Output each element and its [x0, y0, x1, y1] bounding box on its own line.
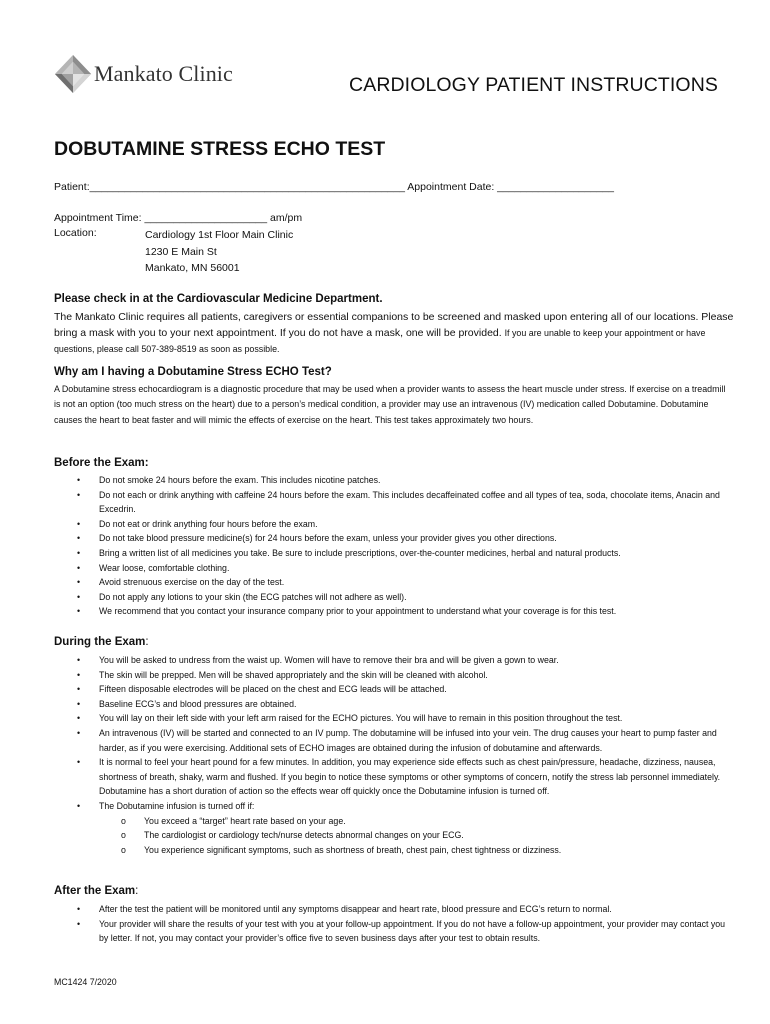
bullet-dot-icon: •	[77, 698, 81, 709]
patient-appointment-date-line: Patient:______________________________________________________ Appointment Date: ____________________	[54, 181, 614, 193]
why-paragraph: A Dobutamine stress echocardiogram is a diagnostic procedure that may be used when a provider wants to assess the heart muscle under stress. If exercise on a treadmill is not an option (too much stress on the heart) due to a person’s medical condition, a provider may use an intravenous (IV) medication called Dobutamine. Dobutamine causes the heart to beat faster and will mimic the effects of exercise on the heart. This test takes approximately two hours.	[54, 384, 726, 425]
hollow-circle-icon: o	[121, 844, 126, 855]
after-exam-list	[54, 902, 734, 946]
during-exam-heading	[54, 636, 149, 648]
during-exam-list	[54, 653, 734, 857]
document-title: DOBUTAMINE STRESS ECHO TEST	[54, 138, 386, 160]
location-label: Location:	[54, 227, 97, 239]
list-item	[54, 531, 734, 546]
page-header-title: CARDIOLOGY PATIENT INSTRUCTIONS	[349, 74, 718, 96]
list-item-text: Do not smoke 24 hours before the exam. This includes nicotine patches.	[99, 475, 381, 485]
bullet-dot-icon: •	[77, 562, 81, 573]
location-line: Cardiology 1st Floor Main Clinic	[145, 229, 294, 241]
list-item	[54, 917, 734, 946]
list-item-text: An intravenous (IV) will be started and connected to an IV pump. The dobutamine will be infused into your vein. The drug causes your heart to pump faster and harder, as if you were exercising. Additional sets of ECHO images are obtained during the infusion of dobutamine and afterwards.	[99, 727, 717, 753]
list-item	[54, 590, 734, 605]
list-item-text: You will lay on their left side with your left arm raised for the ECHO pictures. You will have to remain in this position throughout the test.	[99, 713, 623, 724]
checkin-paragraph	[54, 309, 734, 357]
list-item-text: Baseline ECG’s and blood pressures are obtained.	[99, 698, 297, 709]
list-item	[54, 755, 734, 799]
list-item	[54, 473, 734, 488]
list-item-text: The skin will be prepped. Men will be shaved appropriately and the skin will be cleaned with alcohol.	[99, 669, 488, 680]
bullet-dot-icon: •	[77, 606, 81, 617]
list-item-text: Do not take blood pressure medicine(s) for 24 hours before the exam, unless your provider gives you other directions.	[99, 533, 557, 544]
list-item-text: Bring a written list of all medicines you take. Be sure to include prescriptions, over-the-counter medicines, herbal and natural products.	[99, 547, 621, 558]
list-item-text: The Dobutamine infusion is turned off if:	[99, 800, 255, 811]
list-item-text: After the test the patient will be monitored until any symptoms disappear and heart rate, blood pressure and ECG’s return to normal.	[99, 904, 612, 914]
hollow-circle-icon: o	[121, 830, 126, 841]
bullet-dot-icon: •	[77, 713, 81, 724]
location-line: 1230 E Main St	[145, 245, 217, 258]
list-item-text: Do not eat or drink anything four hours before the exam.	[99, 518, 318, 529]
bullet-dot-icon: •	[77, 655, 81, 665]
list-item	[54, 488, 734, 517]
mankato-clinic-logo	[54, 54, 233, 94]
sub-list-item-text: The cardiologist or cardiology tech/nurse detects abnormal changes on your ECG.	[144, 830, 464, 841]
after-heading-colon: :	[135, 885, 139, 897]
location-address	[145, 227, 293, 277]
bullet-dot-icon: •	[77, 475, 81, 485]
checkin-heading: Please check in at the Cardiovascular Medicine Department.	[54, 293, 383, 305]
appointment-time-line: Appointment Time: _____________________ am/pm	[54, 212, 303, 224]
bullet-dot-icon: •	[77, 727, 81, 738]
list-item-text: Do not apply any lotions to your skin (the ECG patches will not adhere as well).	[99, 591, 407, 602]
list-item	[54, 653, 734, 668]
bullet-dot-icon: •	[77, 918, 81, 929]
list-item-text: You will be asked to undress from the waist up. Women will have to remove their bra and will be given a gown to wear.	[99, 655, 559, 665]
list-item-text: Wear loose, comfortable clothing.	[99, 562, 230, 573]
infusion-stop-conditions-list	[99, 814, 734, 858]
before-exam-heading: Before the Exam:	[54, 457, 149, 469]
bullet-dot-icon: •	[77, 591, 81, 602]
sub-list-item-text: You exceed a “target” heart rate based on your age.	[144, 815, 346, 826]
list-item	[54, 517, 734, 532]
bullet-dot-icon: •	[77, 547, 81, 558]
checkin-body: The Mankato Clinic requires all patients, caregivers or essential companions to be screened and masked upon entering all of our locations. Please bring a mask with you to your next appointment. If you do not have a mask, one will be provided.	[54, 311, 734, 339]
bullet-dot-icon: •	[77, 684, 81, 695]
bullet-dot-icon: •	[77, 800, 81, 811]
list-item	[54, 726, 734, 755]
location-line: Mankato, MN 56001	[145, 262, 240, 274]
form-code: MC1424 7/2020	[54, 977, 117, 987]
list-item	[54, 682, 734, 697]
after-heading-text: After the Exam	[54, 885, 136, 897]
list-item-text: We recommend that you contact your insurance company prior to your appointment to understand what your coverage is for this test.	[99, 606, 617, 617]
list-item	[54, 697, 734, 712]
bullet-dot-icon: •	[77, 518, 81, 529]
sub-list-item	[99, 843, 734, 858]
logo-text: Mankato Clinic	[94, 61, 233, 86]
bullet-dot-icon: •	[77, 577, 81, 588]
bullet-dot-icon: •	[77, 489, 81, 500]
list-item-text: Avoid strenuous exercise on the day of the test.	[99, 577, 285, 588]
during-heading-text: During the Exam	[54, 636, 146, 648]
list-item	[54, 575, 734, 590]
during-heading-colon: :	[145, 636, 149, 648]
sub-list-item	[99, 828, 734, 843]
bullet-dot-icon: •	[77, 533, 81, 544]
list-item-text: Do not each or drink anything with caffeine 24 hours before the exam. This includes decaffeinated coffee and all types of tea, soda, chocolate items, Anacin and Excedrin.	[99, 489, 720, 515]
after-exam-heading	[54, 885, 138, 897]
mankato-clinic-diamond-logo-icon	[54, 54, 92, 94]
list-item-text: It is normal to feel your heart pound for a few minutes. In addition, you may experience side effects such as chest pain/pressure, headache, dizziness, nausea, shortness of breath, shaky, warm and flushed. If you begin to notice these symptoms or other symptoms of concern, notify the stress lab personnel immediately. Dobutamine has a short duration of action so the effects wear off quickly once the Dobutamine infusion is turned off.	[99, 757, 721, 797]
list-item	[54, 604, 734, 619]
hollow-circle-icon: o	[121, 815, 126, 826]
list-item-text: Fifteen disposable electrodes will be placed on the chest and ECG leads will be attached.	[99, 684, 447, 695]
sub-list-item-text: You experience significant symptoms, such as shortness of breath, chest pain, chest tightness or dizziness.	[144, 844, 562, 855]
list-item	[54, 799, 734, 857]
bullet-dot-icon: •	[77, 757, 81, 768]
list-item	[54, 546, 734, 561]
list-item	[54, 561, 734, 576]
list-item	[54, 668, 734, 683]
bullet-dot-icon: •	[77, 669, 81, 680]
sub-list-item	[99, 814, 734, 829]
checkin-body-tail: If you are unable to keep your appointment or have questions, please call 507-389-8519 as soon as possible.	[54, 328, 706, 354]
list-item	[54, 711, 734, 726]
why-heading: Why am I having a Dobutamine Stress ECHO Test?	[54, 366, 332, 378]
before-exam-list	[54, 473, 734, 619]
bullet-dot-icon: •	[77, 904, 81, 914]
list-item	[54, 902, 734, 917]
list-item-text: Your provider will share the results of your test with you at your follow-up appointment. If you do not have a follow-up appointment, your provider may contact you by letter. If not, you may contact your provider’s office five to seven business days after your test to obtain results.	[99, 918, 726, 944]
